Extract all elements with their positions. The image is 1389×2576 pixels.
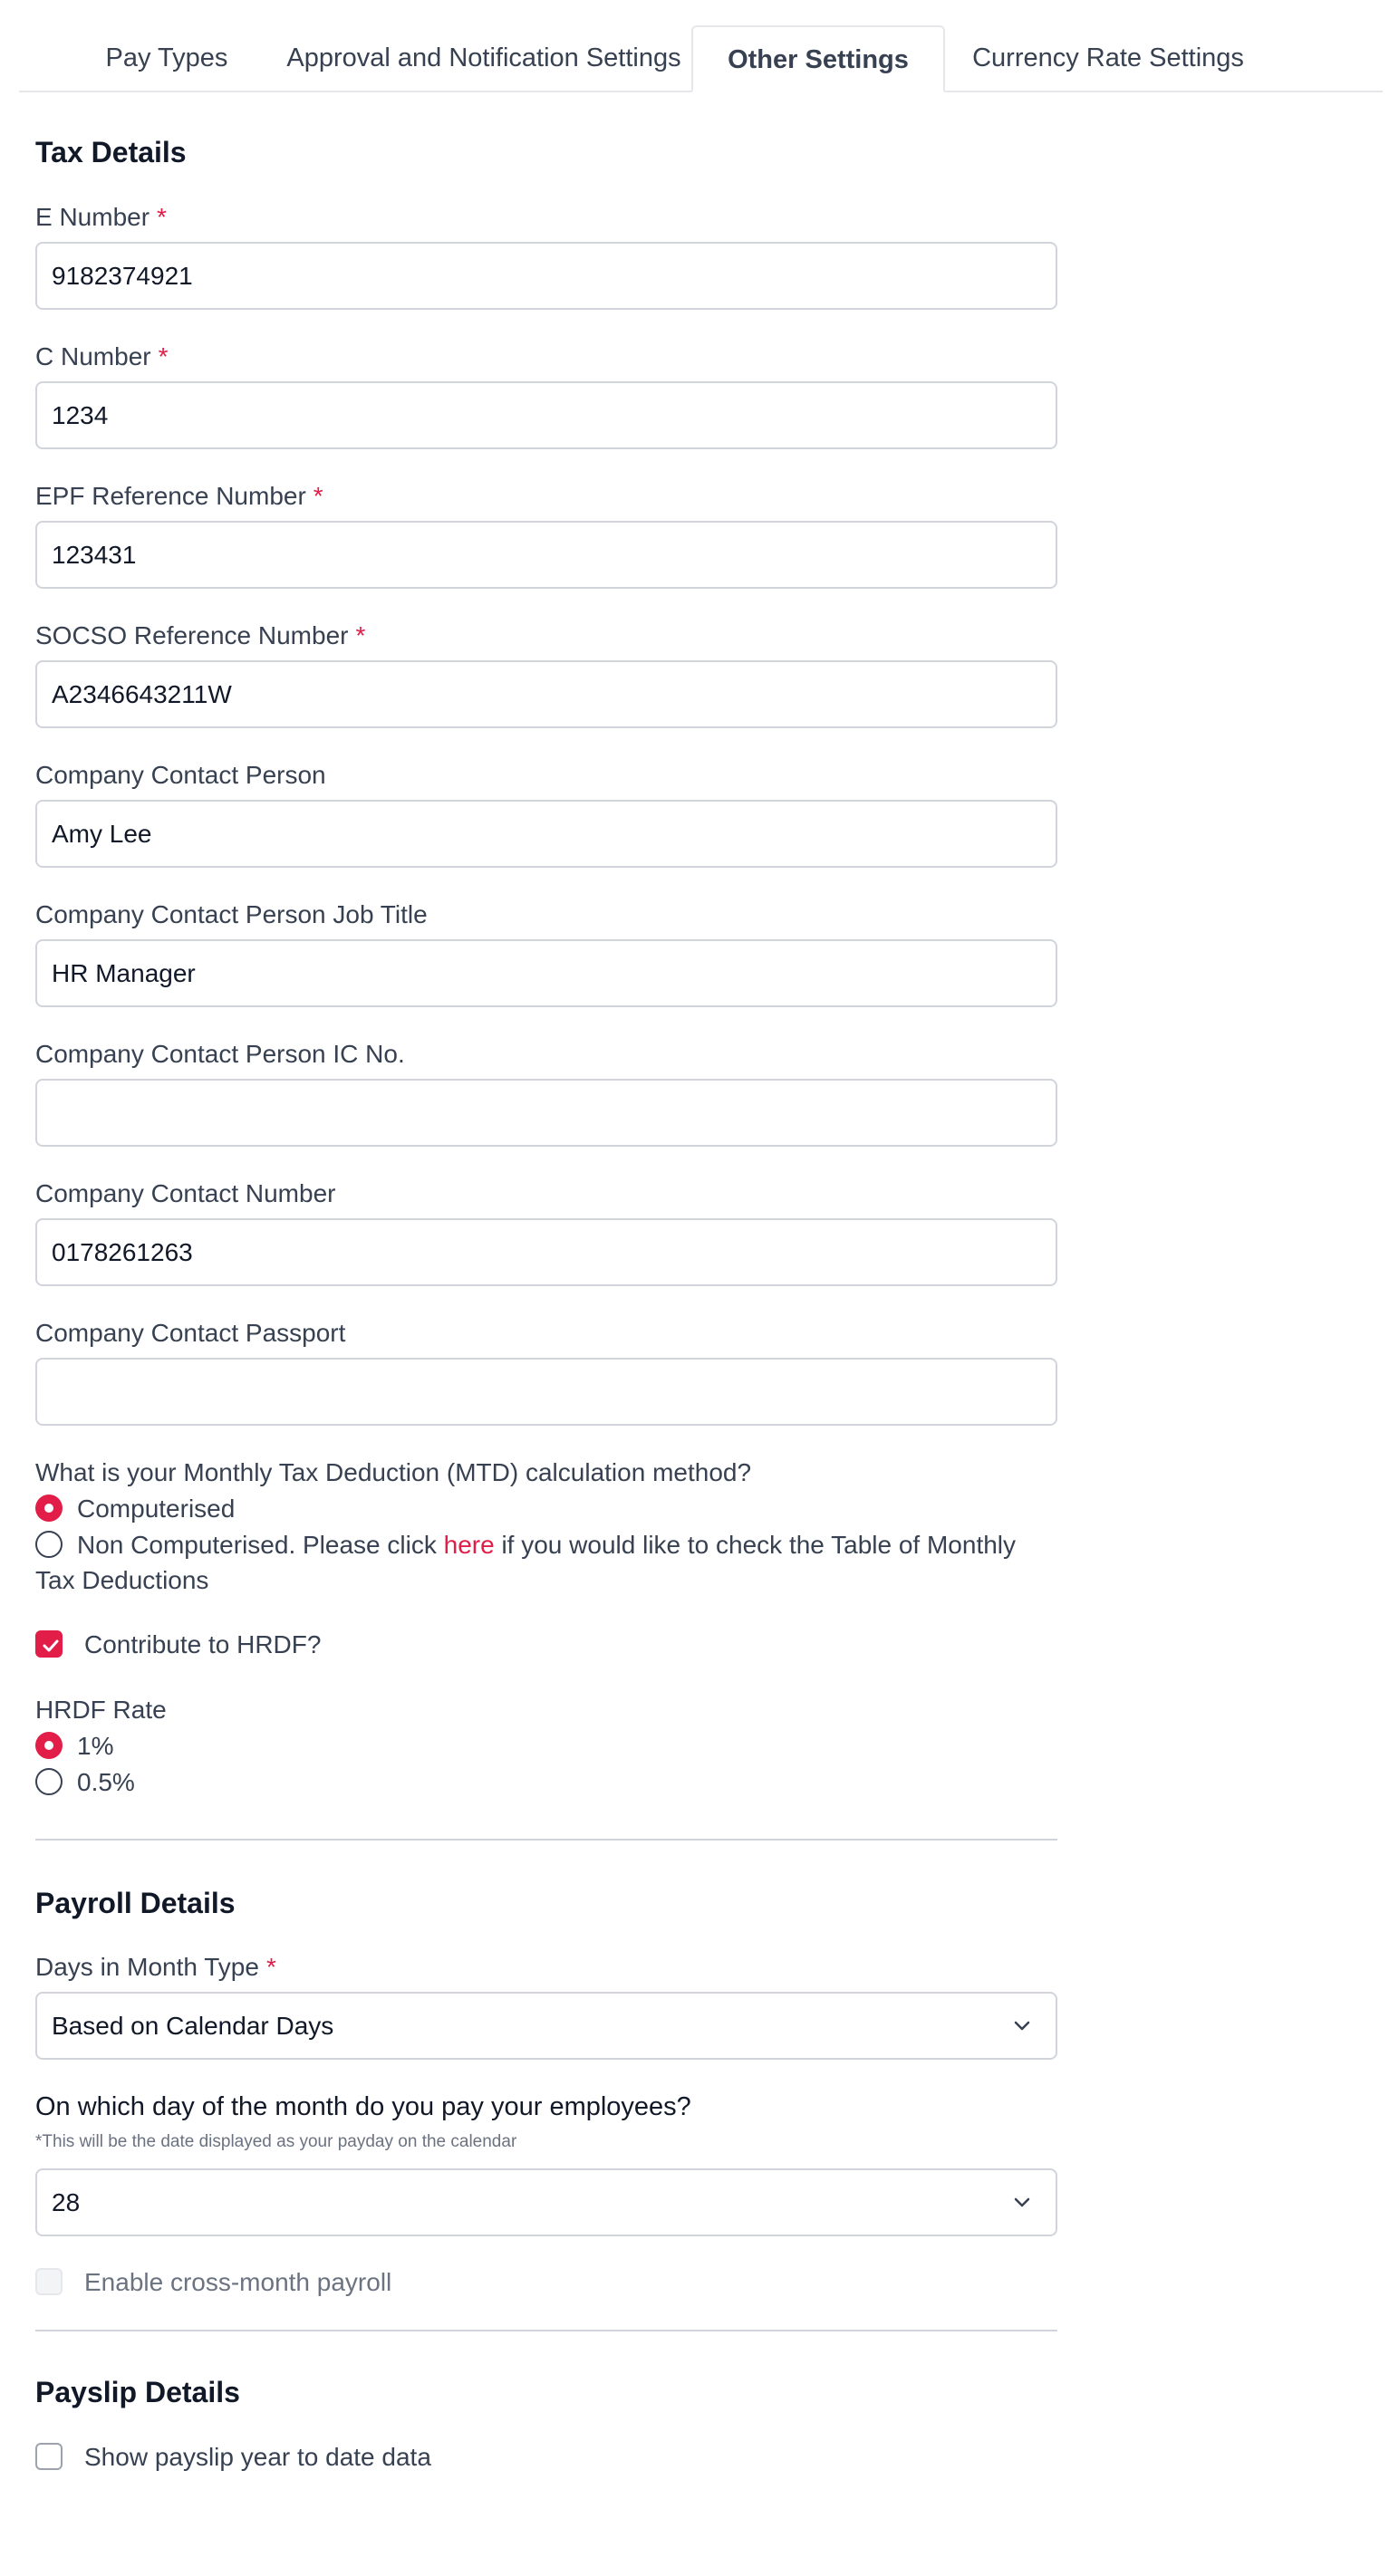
divider — [35, 2330, 1057, 2331]
ic-no-label: Company Contact Person IC No. — [35, 1040, 405, 1068]
required-mark: * — [157, 203, 167, 231]
contact-number-input[interactable] — [35, 1218, 1057, 1286]
chevron-down-icon — [1012, 2015, 1032, 2035]
ic-no-input[interactable] — [35, 1079, 1057, 1147]
required-mark: * — [355, 621, 366, 649]
radio-selected-icon[interactable] — [35, 1495, 63, 1522]
job-title-label: Company Contact Person Job Title — [35, 900, 428, 928]
contact-person-label: Company Contact Person — [35, 761, 326, 789]
tab-approval-notification-settings[interactable]: Approval and Notification Settings — [286, 43, 681, 72]
payroll-details-title: Payroll Details — [35, 1887, 236, 1919]
passport-input[interactable] — [35, 1358, 1057, 1426]
tab-other-settings[interactable]: Other Settings — [691, 25, 945, 92]
days-in-month-select[interactable] — [35, 1992, 1057, 2060]
epf-reference-label: EPF Reference Number * — [35, 482, 323, 510]
payday-select[interactable] — [35, 2168, 1057, 2236]
job-title-input[interactable] — [35, 939, 1057, 1007]
payday-value: 28 — [35, 2168, 1057, 2236]
e-number-label: E Number * — [35, 203, 167, 231]
days-in-month-value: Based on Calendar Days — [35, 1992, 1057, 2060]
settings-tabs — [19, 25, 1383, 92]
tab-pay-types[interactable]: Pay Types — [105, 43, 228, 72]
tab-currency-rate-settings[interactable]: Currency Rate Settings — [972, 43, 1244, 72]
c-number-input[interactable] — [35, 381, 1057, 449]
hrdf-rate-label: HRDF Rate — [35, 1696, 167, 1724]
e-number-input[interactable] — [35, 242, 1057, 310]
payday-question: On which day of the month do you pay your employees? — [35, 2092, 691, 2121]
payday-hint: *This will be the date displayed as your payday on the calendar — [35, 2132, 517, 2151]
radio-selected-icon[interactable] — [35, 1732, 63, 1759]
required-mark: * — [265, 1953, 276, 1981]
epf-reference-input[interactable] — [35, 521, 1057, 589]
cross-month-checkbox[interactable]: Enable cross-month payroll — [35, 2268, 391, 2298]
mtd-question: What is your Monthly Tax Deduction (MTD) calculation method? — [35, 1458, 752, 1486]
checkbox-unchecked-icon[interactable] — [35, 2443, 63, 2470]
contact-number-label: Company Contact Number — [35, 1179, 336, 1207]
hrdf-rate-option-1[interactable]: 1% — [35, 1732, 113, 1762]
tax-details-title: Tax Details — [35, 136, 187, 168]
checkbox-disabled-icon[interactable] — [35, 2268, 63, 2295]
required-mark: * — [313, 482, 323, 510]
mtd-option-computerised[interactable]: Computerised — [35, 1495, 235, 1524]
required-mark: * — [158, 342, 169, 370]
payslip-ytd-checkbox[interactable]: Show payslip year to date data — [35, 2443, 431, 2473]
mtd-option-non-computerised[interactable]: Non Computerised. Please click here if you would like to check the Table of Monthly — [35, 1531, 1016, 1561]
socso-reference-label: SOCSO Reference Number * — [35, 621, 366, 649]
days-in-month-label: Days in Month Type * — [35, 1953, 276, 1981]
payslip-details-title: Payslip Details — [35, 2376, 240, 2408]
radio-unselected-icon[interactable] — [35, 1768, 63, 1795]
c-number-label: C Number * — [35, 342, 169, 370]
mtd-table-link[interactable]: here — [443, 1531, 495, 1559]
hrdf-rate-option-0-5[interactable]: 0.5% — [35, 1768, 135, 1798]
socso-reference-input[interactable] — [35, 660, 1057, 728]
chevron-down-icon — [1012, 2192, 1032, 2212]
passport-label: Company Contact Passport — [35, 1319, 346, 1347]
divider — [35, 1839, 1057, 1841]
contact-person-input[interactable] — [35, 800, 1057, 868]
checkbox-checked-icon[interactable] — [35, 1630, 63, 1658]
hrdf-contribute-checkbox[interactable]: Contribute to HRDF? — [35, 1630, 321, 1660]
radio-unselected-icon[interactable] — [35, 1531, 63, 1558]
mtd-option-non-computerised-line2: Tax Deductions — [35, 1566, 209, 1594]
